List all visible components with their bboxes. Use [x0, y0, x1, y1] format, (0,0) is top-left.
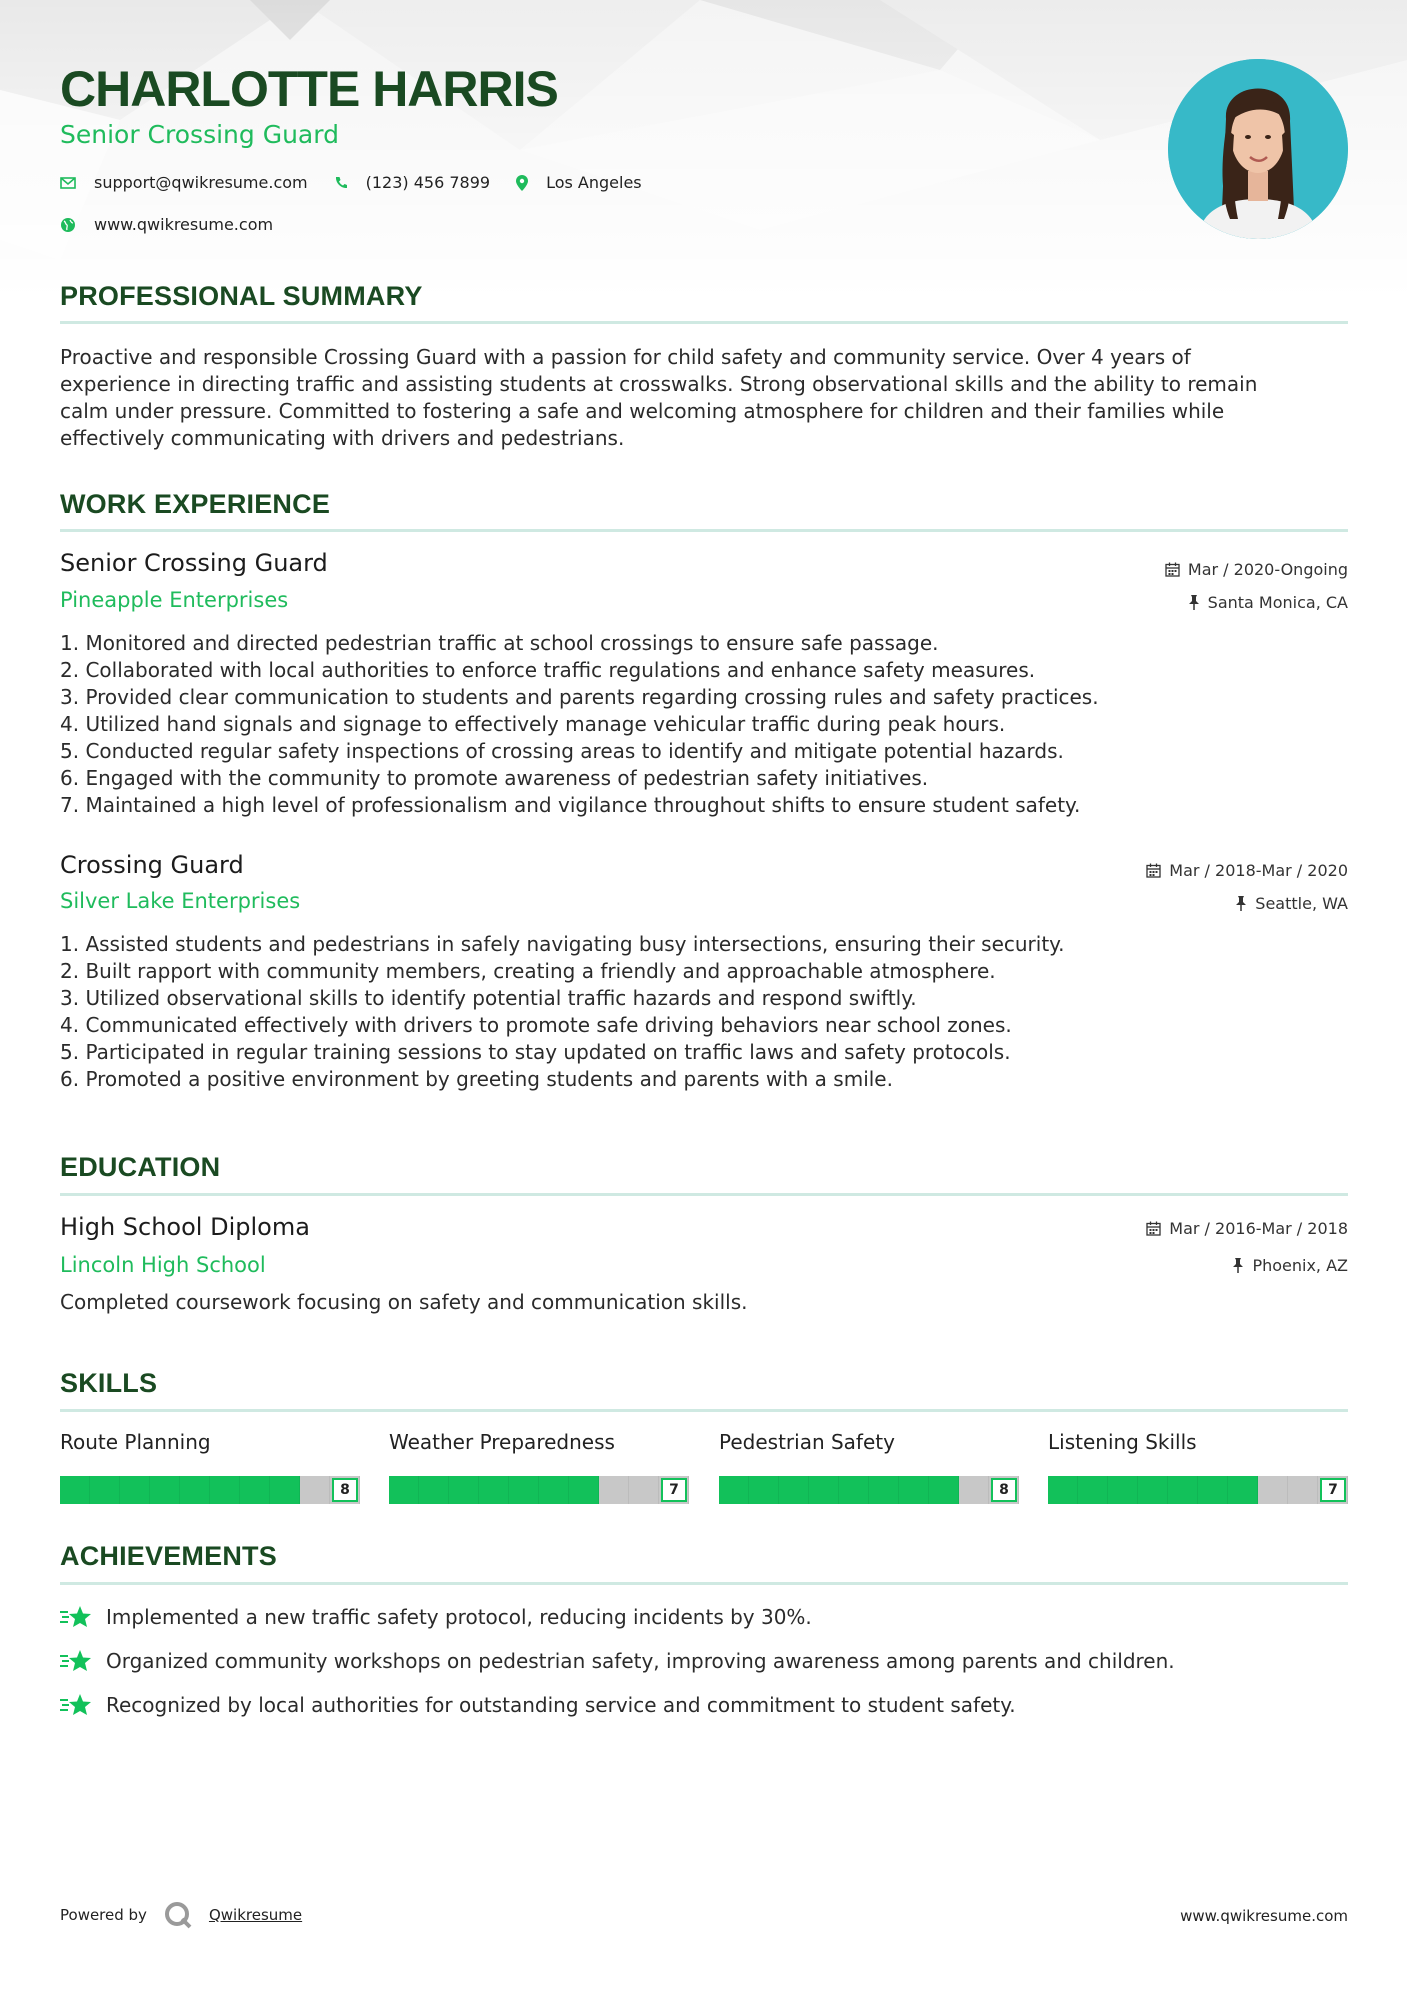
contact-location	[516, 173, 642, 192]
skill-segment	[389, 1476, 419, 1504]
achievement-item	[60, 1605, 812, 1629]
star-icon	[60, 1649, 92, 1673]
skill-segment	[539, 1476, 569, 1504]
skill-level-value: 7	[661, 1478, 687, 1502]
job-location	[1235, 894, 1348, 913]
skill-segment	[150, 1476, 180, 1504]
profile-photo	[1168, 59, 1348, 239]
job-responsibilities	[60, 630, 1348, 819]
list-item: 1. Monitored and directed pedestrian traffic at school crossings to ensure safe passage.	[60, 631, 939, 655]
skill-segment	[1198, 1476, 1228, 1504]
list-item: 3. Provided clear communication to students and parents regarding crossing rules and safety practices.	[60, 685, 1099, 709]
list-item: 4. Utilized hand signals and signage to effectively manage vehicular traffic during peak hours.	[60, 712, 1006, 736]
skill-segment	[509, 1476, 539, 1504]
skill-segment	[1138, 1476, 1168, 1504]
job-title: Crossing Guard	[60, 851, 244, 879]
contact-phone[interactable]	[334, 173, 490, 192]
education-description: Completed coursework focusing on safety and communication skills.	[60, 1290, 748, 1314]
contact-row	[60, 173, 668, 192]
list-item: 4. Communicated effectively with drivers to promote safe driving behaviors near school zones.	[60, 1013, 1012, 1037]
qwikresume-logo-icon	[163, 1900, 193, 1930]
skill-segment	[629, 1476, 659, 1504]
email-text: support@qwikresume.com	[94, 173, 308, 192]
location-text: Los Angeles	[546, 173, 642, 192]
candidate-title: Senior Crossing Guard	[60, 120, 339, 149]
skill-level-value: 8	[332, 1478, 358, 1502]
skill-level-value: 8	[991, 1478, 1017, 1502]
skill-segment	[929, 1476, 959, 1504]
achievement-item	[60, 1649, 1175, 1673]
calendar-icon	[1165, 562, 1180, 577]
job-company: Silver Lake Enterprises	[60, 889, 301, 913]
summary-line: calm under pressure. Committed to fostering a safe and welcoming atmosphere for children and their families while	[60, 399, 1225, 423]
map-pin-icon	[516, 175, 528, 191]
pushpin-icon	[1232, 1258, 1244, 1273]
skill-segment	[599, 1476, 629, 1504]
skill-segment	[1078, 1476, 1108, 1504]
skill-level-bar	[1048, 1476, 1348, 1504]
contact-email[interactable]	[60, 173, 308, 192]
school-name: Lincoln High School	[60, 1253, 266, 1277]
skill-level-bar	[719, 1476, 1019, 1504]
list-item: 3. Utilized observational skills to identify potential traffic hazards and respond swiftly.	[60, 986, 917, 1010]
job-title: Senior Crossing Guard	[60, 549, 328, 577]
pushpin-icon	[1235, 896, 1247, 911]
skill-segment	[1108, 1476, 1138, 1504]
summary-text	[60, 344, 1348, 452]
candidate-name: CHARLOTTE HARRIS	[60, 61, 558, 117]
skill-segment	[120, 1476, 150, 1504]
skill-item	[1048, 1430, 1348, 1504]
summary-line: experience in directing traffic and assisting students at crosswalks. Strong observational skills and the ability to remain	[60, 372, 1258, 396]
skill-segment	[869, 1476, 899, 1504]
job-location-text: Seattle, WA	[1255, 894, 1348, 913]
skill-level-bar	[60, 1476, 360, 1504]
skill-name: Pedestrian Safety	[719, 1430, 895, 1454]
skill-segment	[1228, 1476, 1258, 1504]
skill-segment	[1288, 1476, 1318, 1504]
achievement-text: Implemented a new traffic safety protocol, reducing incidents by 30%.	[106, 1605, 812, 1629]
experience-divider	[60, 529, 1348, 532]
job-dates-text: Mar / 2020-Ongoing	[1187, 560, 1348, 579]
achievement-text: Recognized by local authorities for outstanding service and commitment to student safety.	[106, 1693, 1016, 1717]
list-item: 5. Participated in regular training sessions to stay updated on traffic laws and safety protocols.	[60, 1040, 1011, 1064]
footer-website[interactable]: www.qwikresume.com	[1180, 1907, 1348, 1925]
education-divider	[60, 1193, 1348, 1196]
summary-line: Proactive and responsible Crossing Guard with a passion for child safety and community service. Over 4 years of	[60, 345, 1191, 369]
skill-segment	[210, 1476, 240, 1504]
summary-divider	[60, 321, 1348, 324]
skill-segment	[240, 1476, 270, 1504]
star-icon	[60, 1605, 92, 1629]
achievement-item	[60, 1693, 1016, 1717]
phone-icon	[334, 176, 348, 190]
calendar-icon	[1146, 1221, 1161, 1236]
job-location-text: Santa Monica, CA	[1207, 593, 1348, 612]
skill-segment	[569, 1476, 599, 1504]
summary-heading: PROFESSIONAL SUMMARY	[60, 281, 423, 311]
skill-segment	[90, 1476, 120, 1504]
job-responsibilities	[60, 931, 1348, 1093]
skill-segment	[899, 1476, 929, 1504]
education-location	[1232, 1256, 1348, 1275]
achievements-heading: ACHIEVEMENTS	[60, 1541, 277, 1571]
list-item: 2. Built rapport with community members, creating a friendly and approachable atmosphere.	[60, 959, 996, 983]
skill-segment	[1168, 1476, 1198, 1504]
skill-segment	[1258, 1476, 1288, 1504]
skills-heading: SKILLS	[60, 1368, 158, 1398]
list-item: 2. Collaborated with local authorities to enforce traffic regulations and enhance safety measures.	[60, 658, 1036, 682]
website-row	[60, 215, 299, 234]
education-heading: EDUCATION	[60, 1152, 221, 1182]
skill-name: Listening Skills	[1048, 1430, 1197, 1454]
skill-segment	[270, 1476, 300, 1504]
envelope-icon	[60, 177, 76, 189]
contact-website[interactable]	[60, 215, 273, 234]
powered-by-label: Powered by	[60, 1906, 147, 1924]
skill-segment	[749, 1476, 779, 1504]
education-location-text: Phoenix, AZ	[1252, 1256, 1348, 1275]
achievement-text: Organized community workshops on pedestrian safety, improving awareness among parents and children.	[106, 1649, 1175, 1673]
skill-segment	[180, 1476, 210, 1504]
skill-segment	[479, 1476, 509, 1504]
skill-segment	[419, 1476, 449, 1504]
skill-item	[389, 1430, 689, 1504]
summary-line: effectively communicating with drivers and pedestrians.	[60, 426, 625, 450]
footer-powered-by	[60, 1900, 302, 1930]
skill-segment	[300, 1476, 330, 1504]
qwikresume-link[interactable]: Qwikresume	[208, 1906, 303, 1924]
globe-icon	[60, 217, 76, 233]
skill-segment	[809, 1476, 839, 1504]
skill-item	[60, 1430, 360, 1504]
skill-item	[719, 1430, 1019, 1504]
skill-segment	[719, 1476, 749, 1504]
skill-level-value: 7	[1320, 1478, 1346, 1502]
skill-name: Route Planning	[60, 1430, 211, 1454]
job-location	[1188, 593, 1348, 612]
skill-level-bar	[389, 1476, 689, 1504]
education-dates-text: Mar / 2016-Mar / 2018	[1169, 1219, 1348, 1238]
job-dates	[1146, 861, 1348, 880]
skill-segment	[449, 1476, 479, 1504]
achievements-divider	[60, 1582, 1348, 1585]
job-dates	[1165, 560, 1348, 579]
skill-segment	[1048, 1476, 1078, 1504]
star-icon	[60, 1693, 92, 1717]
list-item: 7. Maintained a high level of professionalism and vigilance throughout shifts to ensure student safety.	[60, 793, 1081, 817]
skill-segment	[959, 1476, 989, 1504]
list-item: 6. Engaged with the community to promote awareness of pedestrian safety initiatives.	[60, 766, 929, 790]
job-company: Pineapple Enterprises	[60, 588, 289, 612]
list-item: 6. Promoted a positive environment by greeting students and parents with a smile.	[60, 1067, 893, 1091]
calendar-icon	[1146, 863, 1161, 878]
profile-portrait	[1168, 59, 1348, 239]
pushpin-icon	[1188, 595, 1200, 610]
job-dates-text: Mar / 2018-Mar / 2020	[1169, 861, 1348, 880]
skill-name: Weather Preparedness	[389, 1430, 615, 1454]
list-item: 5. Conducted regular safety inspections of crossing areas to identify and mitigate potential hazards.	[60, 739, 1064, 763]
phone-text: (123) 456 7899	[365, 173, 491, 192]
skill-segment	[60, 1476, 90, 1504]
skill-segment	[839, 1476, 869, 1504]
list-item: 1. Assisted students and pedestrians in safely navigating busy intersections, ensuring their security.	[60, 932, 1065, 956]
skills-divider	[60, 1409, 1348, 1412]
experience-heading: WORK EXPERIENCE	[60, 489, 331, 519]
website-text: www.qwikresume.com	[94, 215, 274, 234]
education-dates	[1146, 1219, 1348, 1238]
skill-segment	[779, 1476, 809, 1504]
degree-title: High School Diploma	[60, 1213, 310, 1241]
